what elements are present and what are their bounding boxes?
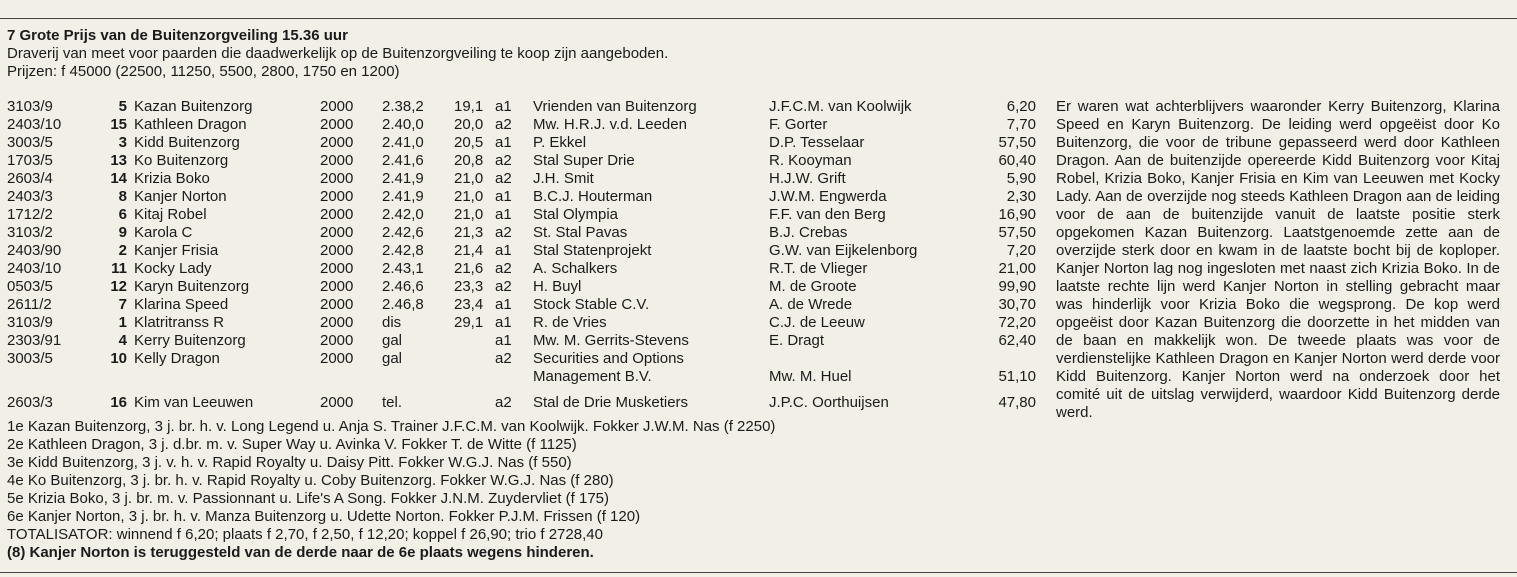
odds: 30,70: [998, 296, 1036, 313]
horse-name: Kitaj Robel: [134, 206, 207, 223]
horse-name: Karola C: [134, 224, 193, 241]
trainer-name: J.W.M. Engwerda: [769, 188, 887, 205]
form-cell: 2603/3: [7, 394, 53, 411]
distance: 2000: [320, 260, 354, 277]
form-cell: 2403/3: [7, 188, 53, 205]
top-rule: [0, 18, 1517, 19]
owner-name: H. Buyl: [533, 278, 582, 295]
owner-name: J.H. Smit: [533, 170, 594, 187]
finish-time: gal: [382, 350, 403, 367]
race-title: 7 Grote Prijs van de Buitenzorgveiling 15.36 uur: [7, 27, 348, 44]
race-header: [7, 27, 907, 81]
distance: 2000: [320, 278, 354, 295]
placing-4: 4e Ko Buitenzorg, 3 j. br. h. v. Rapid Royalty u. Coby Buitenzorg. Fokker W.G.J. Nas (f 280): [7, 472, 614, 489]
horse-name: Kim van Leeuwen: [134, 394, 254, 411]
distance: 2000: [320, 152, 354, 169]
distance: 2000: [320, 242, 354, 259]
race-description: Draverij van meet voor paarden die daadwerkelijk op de Buitenzorgveiling te koop zijn aangeboden.: [7, 45, 669, 62]
distance: 2000: [320, 350, 354, 367]
km-time: 23,3: [454, 278, 484, 295]
placing-2: 2e Kathleen Dragon, 3 j. d.br. m. v. Super Way u. Avinka V. Fokker T. de Witte (f 1125): [7, 436, 577, 453]
km-time: 21,4: [454, 242, 484, 259]
owner-name: Stal Statenprojekt: [533, 242, 652, 259]
class: a1: [495, 314, 512, 331]
odds: 47,80: [998, 394, 1036, 411]
km-time: 20,8: [454, 152, 484, 169]
odds: 7,70: [1006, 116, 1036, 133]
form-cell: 3003/5: [7, 350, 53, 367]
km-time: 21,0: [454, 206, 484, 223]
class: a1: [495, 242, 512, 259]
owner-name: Stal Olympia: [533, 206, 619, 223]
distance: 2000: [320, 314, 354, 331]
odds: 57,50: [998, 134, 1036, 151]
start-number: 11: [111, 260, 127, 277]
horse-name: Ko Buitenzorg: [134, 152, 229, 169]
finish-time: 2.41,0: [382, 134, 424, 151]
class: a2: [495, 224, 512, 241]
odds-cont: 51,10: [998, 368, 1036, 385]
form-cell: 2611/2: [7, 296, 52, 313]
disqualification-note: (8) Kanjer Norton is teruggesteld van de derde naar de 6e plaats wegens hinderen.: [7, 544, 594, 561]
form-cell: 2603/4: [7, 170, 53, 187]
owner-name: Mw. H.R.J. v.d. Leeden: [533, 116, 687, 133]
finish-time: 2.41,6: [382, 152, 424, 169]
class: a2: [495, 350, 512, 367]
horse-name: Krizia Boko: [134, 170, 210, 187]
odds: 62,40: [998, 332, 1036, 349]
horse-name: Kerry Buitenzorg: [134, 332, 246, 349]
odds: 57,50: [998, 224, 1036, 241]
finish-time: 2.46,8: [382, 296, 424, 313]
owner-name: Mw. M. Gerrits-Stevens: [533, 332, 689, 349]
finish-time: 2.40,0: [382, 116, 424, 133]
odds: 5,90: [1006, 170, 1036, 187]
owner-name: A. Schalkers: [533, 260, 618, 277]
distance: 2000: [320, 206, 354, 223]
owner-name: R. de Vries: [533, 314, 607, 331]
km-time: 21,0: [454, 170, 484, 187]
owner-name: St. Stal Pavas: [533, 224, 628, 241]
odds: 72,20: [998, 314, 1036, 331]
km-time: 23,4: [454, 296, 484, 313]
class: a1: [495, 332, 512, 349]
distance: 2000: [320, 170, 354, 187]
trainer-name: A. de Wrede: [769, 296, 853, 313]
start-number: 9: [118, 224, 127, 241]
start-number: 15: [110, 116, 127, 133]
finish-time: 2.42,6: [382, 224, 424, 241]
horse-name: Kidd Buitenzorg: [134, 134, 240, 151]
start-number: 4: [118, 332, 127, 349]
km-time: 29,1: [454, 314, 484, 331]
start-number: 12: [110, 278, 127, 295]
finish-time: 2.42,0: [382, 206, 424, 223]
horse-name: Kazan Buitenzorg: [134, 98, 253, 115]
start-number: 1: [118, 314, 127, 331]
odds: 21,00: [998, 260, 1036, 277]
horse-name: Kelly Dragon: [134, 350, 220, 367]
finish-time: 2.43,1: [382, 260, 424, 277]
form-cell: 0503/5: [7, 278, 53, 295]
class: a1: [495, 296, 512, 313]
trainer-name: R.T. de Vlieger: [769, 260, 868, 277]
start-number: 2: [118, 242, 127, 259]
owner-name: Stock Stable C.V.: [533, 296, 650, 313]
start-number: 16: [110, 394, 127, 411]
horse-name: Karyn Buitenzorg: [134, 278, 250, 295]
placing-1: 1e Kazan Buitenzorg, 3 j. br. h. v. Long Legend u. Anja S. Trainer J.F.C.M. van Koolwijk. Fokker J.W.M. Nas (f 2250): [7, 418, 776, 435]
distance: 2000: [320, 394, 354, 411]
class: a2: [495, 152, 512, 169]
start-number: 5: [118, 98, 127, 115]
finish-time: 2.42,8: [382, 242, 424, 259]
trainer-name: G.W. van Eijkelenborg: [769, 242, 918, 259]
class: a1: [495, 188, 512, 205]
class: a1: [495, 98, 512, 115]
km-time: 19,1: [454, 98, 484, 115]
finish-time: 2.46,6: [382, 278, 424, 295]
trainer-name: M. de Groote: [769, 278, 857, 295]
finish-time: 2.38,2: [382, 98, 424, 115]
trainer-name: D.P. Tesselaar: [769, 134, 865, 151]
trainer-name: R. Kooyman: [769, 152, 852, 169]
bottom-rule: [0, 572, 1517, 573]
trainer-name: C.J. de Leeuw: [769, 314, 865, 331]
owner-name: Stal de Drie Musketiers: [533, 394, 689, 411]
class: a2: [495, 170, 512, 187]
placing-6: 6e Kanjer Norton, 3 j. br. h. v. Manza Buitenzorg u. Udette Norton. Fokker P.J.M. Frissen (f 120): [7, 508, 641, 525]
distance: 2000: [320, 188, 354, 205]
form-cell: 3003/5: [7, 134, 53, 151]
form-cell: 3103/9: [7, 98, 53, 115]
placing-3: 3e Kidd Buitenzorg, 3 j. v. h. v. Rapid Royalty u. Daisy Pitt. Fokker W.G.J. Nas (f 550): [7, 454, 572, 471]
start-number: 3: [118, 134, 127, 151]
trainer-name: F.F. van den Berg: [769, 206, 886, 223]
distance: 2000: [320, 224, 354, 241]
distance: 2000: [320, 296, 354, 313]
placings-section: [7, 418, 775, 562]
km-time: 21,3: [454, 224, 484, 241]
trainer-name-cont: Mw. M. Huel: [769, 368, 852, 385]
horse-name: Klarina Speed: [134, 296, 229, 313]
km-time: 21,6: [454, 260, 484, 277]
odds: 6,20: [1006, 98, 1036, 115]
trainer-name: J.F.C.M. van Koolwijk: [769, 98, 912, 115]
km-time: 20,5: [454, 134, 484, 151]
odds: 99,90: [998, 278, 1036, 295]
form-cell: 1712/2: [7, 206, 53, 223]
distance: 2000: [320, 332, 354, 349]
distance: 2000: [320, 116, 354, 133]
owner-name-cont: Management B.V.: [533, 368, 652, 385]
class: a2: [495, 260, 512, 277]
trainer-name: J.P.C. Oorthuijsen: [769, 394, 889, 411]
start-number: 7: [118, 296, 127, 313]
km-time: 21,0: [454, 188, 484, 205]
class: a2: [495, 394, 512, 411]
finish-time: 2.41,9: [382, 188, 424, 205]
class: a2: [495, 278, 512, 295]
owner-name: P. Ekkel: [533, 134, 587, 151]
odds: 7,20: [1006, 242, 1036, 259]
horse-name: Kanjer Norton: [134, 188, 227, 205]
class: a1: [495, 206, 512, 223]
start-number: 14: [110, 170, 127, 187]
trainer-name: B.J. Crebas: [769, 224, 848, 241]
odds: 60,40: [998, 152, 1036, 169]
horse-name: Kanjer Frisia: [134, 242, 219, 259]
start-number: 10: [110, 350, 127, 367]
distance: 2000: [320, 98, 354, 115]
class: a2: [495, 116, 512, 133]
trainer-name: F. Gorter: [769, 116, 828, 133]
owner-name: Vrienden van Buitenzorg: [533, 98, 697, 115]
finish-time: 2.41,9: [382, 170, 424, 187]
form-cell: 2403/90: [7, 242, 62, 259]
owner-name: B.C.J. Houterman: [533, 188, 653, 205]
trainer-name: E. Dragt: [769, 332, 825, 349]
form-cell: 3103/2: [7, 224, 53, 241]
owner-name: Securities and Options: [533, 350, 684, 367]
race-report: Er waren wat achterblijvers waaronder Kerry Buitenzorg, Klarina Speed en Karyn Buitenzorg. De leiding werd opgeëist door Ko Buitenzorg, die voor de tribune gepasseerd werd door Kathleen Dragon. Aan de buitenzijde opereerde Kidd Buitenzorg voor Kitaj Robel, Krizia Boko, Kanjer Frisia en Kim van Leeuwen met Kocky Lady. Aan de overzijde nog steeds Kathleen Dragon aan de leiding voor de aan de buitenzijde vanuit de laatste positie sterk opgekomen Kazan Buitenzorg. Laatstgenoemde zette aan de overzijde sterk door en kwam in de laatste bocht bij de koploper. Kanjer Norton lag nog ingesloten met naast zich Krizia Boko. In de laatste rechte lijn werd Kanjer Norton in stelling gebracht maar was hinderlijk voor Krizia Boko die wegsprong. De kop werd opgeëist door Kazan Buitenzorg die doorzette in het midden van de baan en makkelijk won. De tweede plaats was voor de verdienstelijke Kathleen Dragon en Kanjer Norton werd derde voor Kidd Buitenzorg. Kanjer Norton werd na onderzoek door het comité uit de uitslag verwijderd, waardoor Kidd Buitenzorg derde werd.: [1056, 98, 1500, 421]
distance: 2000: [320, 134, 354, 151]
form-cell: 2403/10: [7, 116, 62, 133]
race-prizes: Prijzen: f 45000 (22500, 11250, 5500, 2800, 1750 en 1200): [7, 63, 400, 80]
start-number: 8: [118, 188, 127, 205]
form-cell: 1703/5: [7, 152, 53, 169]
trainer-name: H.J.W. Grift: [769, 170, 846, 187]
horse-name: Kathleen Dragon: [134, 116, 247, 133]
odds: 16,90: [998, 206, 1036, 223]
totalisator: TOTALISATOR: winnend f 6,20; plaats f 2,70, f 2,50, f 12,20; koppel f 26,90; trio f 2728,40: [7, 526, 603, 543]
finish-time: tel.: [382, 394, 403, 411]
class: a1: [495, 134, 512, 151]
start-number: 13: [110, 152, 127, 169]
horse-name: Kocky Lady: [134, 260, 212, 277]
finish-time: gal: [382, 332, 403, 349]
km-time: 20,0: [454, 116, 484, 133]
odds: 2,30: [1006, 188, 1036, 205]
form-cell: 2303/91: [7, 332, 62, 349]
horse-name: Klatritranss R: [134, 314, 225, 331]
placing-5: 5e Krizia Boko, 3 j. br. m. v. Passionnant u. Life's A Song. Fokker J.N.M. Zuydervliet (f 175): [7, 490, 610, 507]
owner-name: Stal Super Drie: [533, 152, 635, 169]
start-number: 6: [118, 206, 127, 223]
form-cell: 2403/10: [7, 260, 62, 277]
form-cell: 3103/9: [7, 314, 53, 331]
finish-time: dis: [382, 314, 402, 331]
